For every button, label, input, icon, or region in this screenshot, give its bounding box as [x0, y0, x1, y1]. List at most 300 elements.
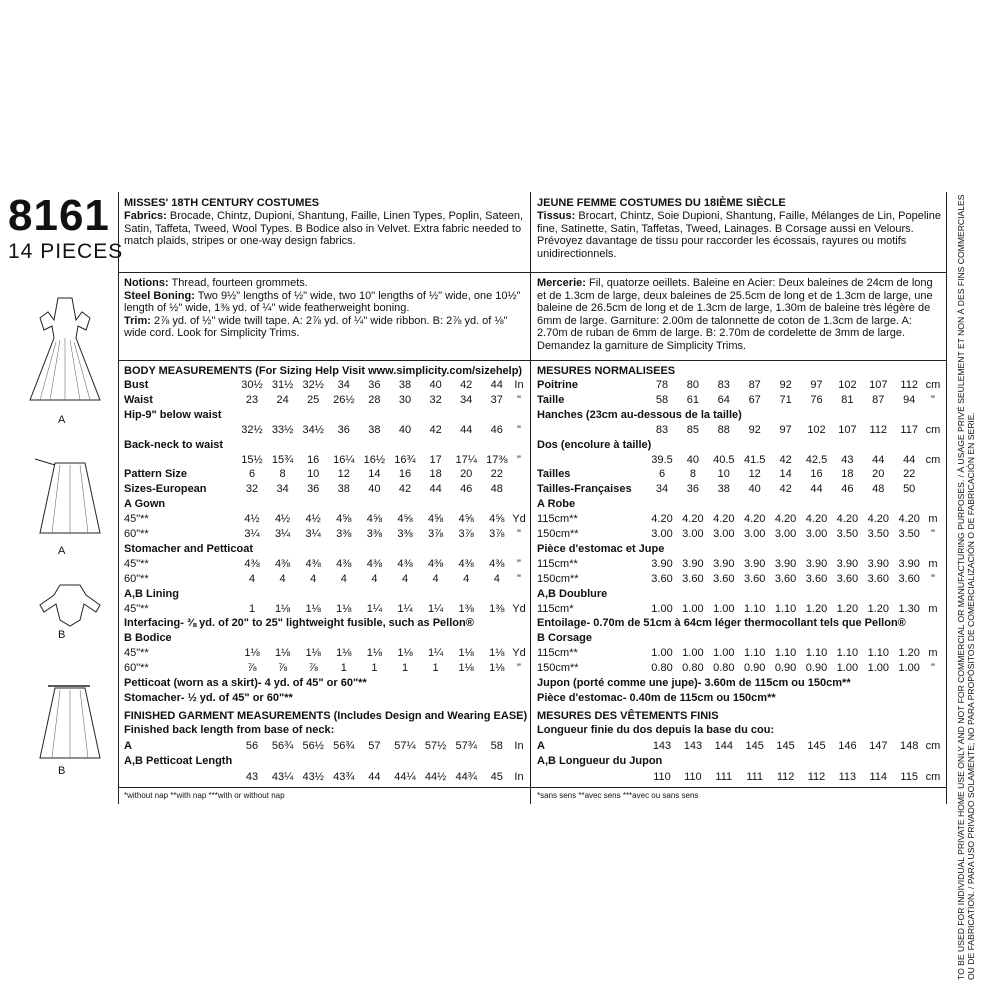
table-cell: 1⅛: [458, 662, 474, 675]
unit-label: ": [517, 557, 521, 570]
trim-heading: Trim:: [124, 314, 151, 327]
table-cell: 148: [900, 739, 919, 752]
row-label: Bust: [124, 379, 149, 391]
table-cell: 4⅜: [336, 557, 352, 570]
row-label: A Robe: [537, 498, 576, 511]
table-cell: 83: [655, 423, 669, 436]
table-cell: ⅞: [278, 662, 288, 675]
skirt-b-illustration: [30, 680, 110, 765]
table-cell: 22: [490, 468, 503, 481]
french-notions: [537, 277, 943, 352]
table-cell: 1.10: [774, 602, 797, 615]
table-cell: 46: [460, 483, 473, 496]
table-cell: 1.20: [898, 647, 920, 660]
table-cell: 94: [903, 393, 916, 406]
table-cell: 113: [838, 770, 857, 783]
table-row: [537, 543, 943, 558]
table-cell: 14: [368, 468, 381, 481]
table-cell: 1.10: [836, 647, 859, 660]
table-cell: 48: [490, 483, 503, 496]
table-row: [124, 424, 529, 439]
table-cell: 36: [686, 483, 700, 496]
table-cell: 88: [717, 423, 730, 436]
table-cell: 3.90: [898, 557, 920, 570]
table-row: [124, 573, 529, 588]
row-label: Taille: [537, 393, 565, 406]
table-row: [537, 498, 943, 513]
table-cell: 44¾: [455, 770, 477, 783]
table-cell: 3.60: [743, 572, 766, 585]
french-fabrics: [537, 210, 943, 260]
unit-label: m: [928, 602, 938, 615]
table-cell: 32: [245, 483, 259, 496]
row-label: Stomacher- ½ yd. of 45" or 60"**: [124, 691, 293, 704]
table-cell: 107: [838, 423, 857, 436]
table-cell: 3.00: [651, 528, 673, 540]
table-cell: 81: [841, 393, 854, 406]
table-cell: 6: [658, 468, 666, 481]
table-cell: 1¼: [427, 602, 444, 615]
table-cell: 8: [689, 468, 696, 481]
rule: [119, 787, 530, 788]
table-cell: 25: [307, 393, 320, 406]
table-cell: 43¾: [333, 770, 355, 783]
table-cell: 4: [463, 572, 470, 585]
table-row: [124, 439, 529, 454]
english-finished-heading: FINISHED GARMENT MEASUREMENTS (Includes Design and Wearing EASE): [124, 710, 528, 722]
english-notions: [124, 277, 528, 340]
table-row: [537, 528, 943, 543]
table-cell: 46: [841, 483, 854, 496]
table-cell: 1: [401, 662, 409, 675]
table-cell: 30: [398, 393, 412, 406]
table-row: [537, 394, 943, 409]
row-label: Entoilage- 0.70m de 51cm à 64cm léger thermocollant tels que Pellon®: [537, 617, 906, 630]
row-label: Dos (encolure à taille): [537, 438, 652, 451]
table-cell: 61: [686, 393, 700, 406]
table-cell: 23: [245, 393, 259, 406]
table-cell: 58: [490, 739, 503, 752]
table-cell: 1.00: [651, 602, 673, 615]
table-cell: 3.50: [898, 528, 920, 540]
table-cell: 44½: [424, 770, 447, 783]
unit-label: ": [517, 423, 521, 436]
row-label: 150cm**: [537, 662, 579, 675]
unit-label: ": [517, 393, 521, 406]
table-cell: 85: [686, 423, 700, 436]
table-cell: 1.00: [867, 662, 889, 675]
table-cell: 4.20: [774, 513, 797, 526]
unit-label: Yd: [512, 647, 526, 660]
table-cell: ⅞: [247, 662, 257, 675]
rule: [531, 360, 946, 361]
table-row: [124, 483, 529, 498]
unit-label: cm: [925, 453, 941, 466]
row-label: Sizes-European: [124, 483, 207, 496]
table-cell: 4.20: [743, 513, 766, 526]
table-cell: 3⅜: [336, 528, 352, 540]
row-label: Petticoat (worn as a skirt)- 4 yd. of 45" or 60"**: [124, 677, 367, 689]
mercerie-heading: Mercerie:: [537, 277, 586, 289]
unit-label: cm: [925, 770, 941, 783]
row-label: Tailles: [537, 468, 571, 481]
table-cell: 4⅝: [458, 513, 474, 526]
table-cell: 8: [279, 468, 286, 481]
table-row: [124, 454, 529, 469]
table-cell: 4.20: [713, 513, 735, 526]
table-cell: 1⅛: [489, 662, 505, 675]
table-cell: 83: [717, 379, 730, 391]
table-cell: 16½: [363, 453, 386, 466]
table-cell: 17⅜: [486, 453, 508, 466]
table-cell: 3.00: [805, 528, 828, 540]
table-cell: 12: [748, 468, 761, 481]
table-cell: 4: [371, 572, 378, 585]
table-cell: 40: [429, 379, 442, 391]
table-row: [537, 424, 943, 439]
table-cell: 34: [337, 379, 350, 391]
table-cell: 97: [779, 423, 792, 436]
unit-label: ": [931, 572, 935, 585]
table-cell: 4⅝: [489, 513, 505, 526]
table-cell: 4½: [244, 513, 260, 526]
table-row: [124, 513, 529, 528]
table-cell: 4½: [274, 513, 291, 526]
table-cell: 146: [838, 739, 857, 752]
figure-label-b1: B: [58, 629, 66, 641]
table-cell: 56¾: [271, 739, 294, 752]
bodice-b-illustration: [30, 580, 110, 630]
table-cell: 3⅞: [489, 528, 505, 540]
table-cell: 34: [276, 483, 289, 496]
table-cell: 24: [276, 393, 289, 406]
table-cell: 31½: [271, 379, 294, 391]
table-cell: 20: [460, 468, 473, 481]
row-label: 60"**: [124, 662, 149, 675]
table-row: [124, 379, 529, 394]
table-cell: 1.00: [713, 602, 735, 615]
table-row: [124, 558, 529, 573]
table-cell: 44¼: [394, 770, 416, 783]
table-cell: 44: [429, 483, 442, 496]
table-cell: 40: [686, 453, 700, 466]
row-label: 45"**: [124, 557, 149, 570]
table-cell: 56¾: [333, 739, 355, 752]
table-cell: 40: [748, 483, 761, 496]
table-row: [537, 692, 943, 707]
table-cell: 4: [493, 572, 500, 585]
table-cell: 3.50: [836, 528, 859, 540]
table-row: [124, 588, 529, 603]
row-label: 115cm**: [537, 513, 578, 526]
table-cell: 4: [248, 572, 256, 585]
table-row: [537, 755, 943, 771]
rule: [531, 787, 946, 788]
row-label: Jupon (porté comme une jupe)- 3.60m de 115cm ou 150cm**: [537, 677, 851, 689]
table-cell: 1⅛: [489, 647, 505, 660]
table-row: [537, 468, 943, 483]
unit-label: m: [928, 513, 938, 526]
table-cell: 32: [429, 393, 442, 406]
table-cell: 43: [841, 453, 854, 466]
table-row: [537, 379, 943, 394]
row-label: Poitrine: [537, 379, 578, 391]
middle-divider: [530, 192, 531, 804]
boning-heading: Steel Boning:: [124, 289, 195, 302]
table-cell: 112: [776, 770, 795, 783]
table-cell: 97: [810, 379, 823, 391]
table-cell: 44: [460, 423, 473, 436]
table-cell: 1.10: [743, 602, 766, 615]
row-label: A: [537, 739, 545, 752]
unit-label: cm: [925, 379, 941, 391]
unit-label: m: [928, 557, 938, 570]
row-label: Interfacing- ⅜ yd. of 20" to 25" lightweight fusible, such as Pellon®: [124, 617, 474, 630]
row-label: Pièce d'estomac et Jupe: [537, 542, 665, 555]
table-cell: 3.50: [867, 528, 889, 540]
table-cell: 42.5: [805, 453, 828, 466]
table-cell: 16¾: [394, 453, 416, 466]
table-row: [124, 755, 529, 771]
unit-label: ": [931, 528, 935, 540]
table-cell: 71: [779, 393, 792, 406]
table-cell: 1: [371, 662, 378, 675]
table-row: [537, 439, 943, 454]
table-cell: 14: [779, 468, 792, 481]
table-cell: 4.20: [651, 513, 673, 526]
table-cell: 32½: [241, 423, 263, 436]
french-title: JEUNE FEMME COSTUMES DU 18IÈME SIÈCLE: [537, 197, 786, 209]
table-cell: 1: [340, 662, 347, 675]
table-cell: 40: [398, 423, 412, 436]
table-cell: 38: [368, 423, 381, 436]
table-cell: 4.20: [805, 513, 828, 526]
table-row: [124, 740, 529, 756]
pattern-pieces: 14 PIECES: [8, 240, 124, 263]
table-cell: 112: [807, 770, 826, 783]
unit-label: ": [931, 662, 935, 675]
tissus-heading: Tissus:: [537, 210, 576, 222]
table-row: [124, 409, 529, 424]
table-cell: 0.80: [682, 662, 704, 675]
table-cell: 38: [337, 483, 350, 496]
unit-label: In: [514, 379, 524, 391]
table-cell: 4: [310, 572, 317, 585]
table-cell: 4⅜: [244, 557, 260, 570]
table-cell: 38: [398, 379, 412, 391]
table-cell: 42: [779, 453, 792, 466]
table-cell: 17¼: [455, 453, 477, 466]
table-cell: 3⅜: [397, 528, 413, 540]
english-fabrics: [124, 210, 528, 248]
table-cell: 1¼: [397, 602, 413, 615]
table-cell: 1⅛: [305, 647, 321, 660]
table-cell: 3.90: [713, 557, 735, 570]
table-cell: 56½: [302, 739, 324, 752]
table-cell: 58: [655, 393, 669, 406]
table-cell: 3.00: [774, 528, 797, 540]
table-row: [124, 647, 529, 662]
table-cell: 0.80: [651, 662, 673, 675]
table-cell: 78: [655, 379, 669, 391]
table-cell: 4⅝: [427, 513, 444, 526]
row-label: Waist: [124, 393, 153, 406]
row-label: 115cm*: [537, 602, 574, 615]
unit-label: Yd: [512, 602, 526, 615]
table-cell: 4⅜: [274, 557, 291, 570]
table-cell: 46: [490, 423, 503, 436]
table-cell: 57¾: [455, 739, 477, 752]
table-cell: 147: [869, 739, 888, 752]
table-cell: 3¼: [244, 528, 260, 540]
unit-label: cm: [925, 423, 941, 436]
row-label: A,B Petticoat Length: [124, 755, 233, 767]
table-cell: 1.10: [774, 647, 797, 660]
table-cell: 3.00: [743, 528, 766, 540]
row-label: Longueur finie du dos depuis la base du cou:: [537, 724, 775, 736]
table-cell: 33½: [271, 423, 294, 436]
table-cell: 4⅜: [427, 557, 444, 570]
table-cell: 4⅝: [397, 513, 413, 526]
row-label: 45"**: [124, 513, 149, 526]
table-cell: 1.20: [836, 602, 859, 615]
table-cell: ⅞: [308, 662, 318, 675]
table-cell: 1⅛: [397, 647, 413, 660]
unit-label: Yd: [512, 513, 526, 526]
unit-label: ": [517, 528, 521, 540]
table-cell: 3.60: [836, 572, 859, 585]
table-cell: 1.30: [898, 602, 920, 615]
table-row: [124, 724, 529, 740]
table-cell: 48: [872, 483, 885, 496]
table-cell: 3.00: [713, 528, 735, 540]
table-row: [537, 632, 943, 647]
table-cell: 1⅛: [336, 647, 352, 660]
table-row: [537, 740, 943, 756]
table-cell: 56: [245, 739, 259, 752]
table-cell: 80: [686, 379, 700, 391]
table-cell: 57: [368, 739, 381, 752]
table-cell: 16: [810, 468, 823, 481]
boning-text: Two 9½" lengths of ½" wide, two 10" lengths of ½" wide, one 10½" length of ½" wide, 1⅜ yd. of ¼" wide featherweight boning.: [124, 289, 521, 314]
table-cell: 4.20: [836, 513, 859, 526]
row-label: Hanches (23cm au-dessous de la taille): [537, 408, 742, 421]
table-cell: 3¼: [274, 528, 291, 540]
left-divider: [118, 192, 119, 804]
row-label: 60"**: [124, 572, 149, 585]
table-cell: 34: [655, 483, 669, 496]
table-cell: 102: [807, 423, 826, 436]
table-row: [124, 603, 529, 618]
table-cell: 36: [368, 379, 381, 391]
table-cell: 34½: [302, 423, 324, 436]
table-cell: 26½: [333, 393, 355, 406]
table-cell: 16: [307, 453, 320, 466]
unit-label: m: [928, 647, 938, 660]
table-cell: 43½: [302, 770, 324, 783]
table-cell: 1.00: [682, 602, 704, 615]
gown-a-illustration: [20, 290, 110, 410]
table-cell: 10: [717, 468, 730, 481]
table-cell: 4⅝: [366, 513, 383, 526]
table-cell: 16: [398, 468, 412, 481]
table-cell: 3.60: [713, 572, 735, 585]
table-cell: 6: [248, 468, 256, 481]
table-cell: 1⅛: [458, 647, 474, 660]
table-cell: 111: [715, 770, 733, 783]
table-cell: 3.60: [774, 572, 797, 585]
table-cell: 67: [748, 393, 761, 406]
notions-heading: Notions:: [124, 277, 169, 289]
table-cell: 42: [779, 483, 792, 496]
table-cell: 1⅛: [274, 602, 291, 615]
right-divider: [946, 192, 947, 804]
table-cell: 110: [653, 770, 671, 783]
table-cell: 0.90: [743, 662, 766, 675]
table-cell: 4⅝: [336, 513, 352, 526]
mercerie-text: Fil, quatorze oeillets. Baleine en Acier: Deux baleines de 24cm de long et de 1.3cm de large, deux baleines de 25.5cm de long et de 1.3cm de large, une baleine de 26.5cm de long et de 1.3cm de large, 1.30m de baleine très légère de 6mm de large. Garniture: 2.00m de talonnette de coton de 1.3cm de large. A: 2.70m de ruban de 6mm de large. B: 2.70m de cordelette de 3mm de large. Demandez la garniture de Simplicity Trims.: [537, 277, 933, 352]
table-cell: 15¾: [271, 453, 294, 466]
row-label: Tailles-Françaises: [537, 483, 632, 496]
unit-label: cm: [925, 739, 941, 752]
table-cell: 44: [872, 453, 885, 466]
table-cell: 114: [869, 770, 888, 783]
table-cell: 37: [490, 393, 503, 406]
table-cell: 1⅛: [274, 647, 291, 660]
french-body-heading: MESURES NORMALISEES: [537, 365, 676, 377]
table-cell: 1⅛: [366, 647, 383, 660]
table-row: [537, 483, 943, 498]
row-label: Hip-9" below waist: [124, 408, 222, 421]
table-cell: 145: [745, 739, 764, 752]
table-row: [124, 543, 529, 558]
rule: [119, 272, 530, 273]
table-row: [124, 692, 529, 707]
table-cell: 44: [810, 483, 823, 496]
table-cell: 1.10: [805, 647, 828, 660]
table-cell: 41.5: [743, 453, 766, 466]
table-cell: 3.90: [651, 557, 673, 570]
french-finished-heading: MESURES DES VÊTEMENTS FINIS: [537, 710, 719, 722]
table-cell: 0.90: [805, 662, 828, 675]
table-cell: 4⅜: [305, 557, 321, 570]
table-cell: 0.90: [774, 662, 797, 675]
rule: [119, 360, 530, 361]
table-cell: 3.90: [836, 557, 859, 570]
pattern-number: 8161: [8, 191, 110, 240]
table-row: [124, 677, 529, 692]
table-cell: 1.20: [867, 602, 889, 615]
table-cell: 18: [429, 468, 442, 481]
row-label: Stomacher and Petticoat: [124, 542, 253, 555]
table-cell: 1.10: [867, 647, 889, 660]
table-cell: 42: [398, 483, 412, 496]
trim-text: 2⅞ yd. of ½" wide twill tape. A: 2⅞ yd. of ¼" wide ribbon. B: 2⅞ yd. of ⅛" wide cord. Look for Simplicity Trims.: [124, 314, 508, 339]
table-cell: 1⅜: [489, 602, 505, 615]
table-row: [537, 409, 943, 424]
table-cell: 38: [717, 483, 730, 496]
table-cell: 43: [245, 770, 259, 783]
table-cell: 12: [337, 468, 350, 481]
table-cell: 3.60: [898, 572, 920, 585]
table-cell: 143: [683, 739, 703, 752]
french-footnote: *sans sens **avec sens ***avec ou sans sens: [537, 791, 699, 800]
usage-disclaimer: TO BE USED FOR INDIVIDUAL PRIVATE HOME USE ONLY AND NOT FOR COMMERCIAL OR MANUFACTURING PURPOSES. / À USAGE PRIVÉ SEULEMENT ET NON À DES FINS COMMERCIALES OU DE FABRICATION. / PARA USO PRIVADO SOLAMENTE; NO PARA PROPÓSITOS DE COMERCIALIZACIÓN O DE FABRICACIÓN EN SERIE.: [956, 194, 976, 980]
table-cell: 4.20: [898, 513, 920, 526]
table-cell: 3.60: [682, 572, 704, 585]
table-cell: 3.90: [743, 557, 766, 570]
table-cell: 4.20: [867, 513, 889, 526]
